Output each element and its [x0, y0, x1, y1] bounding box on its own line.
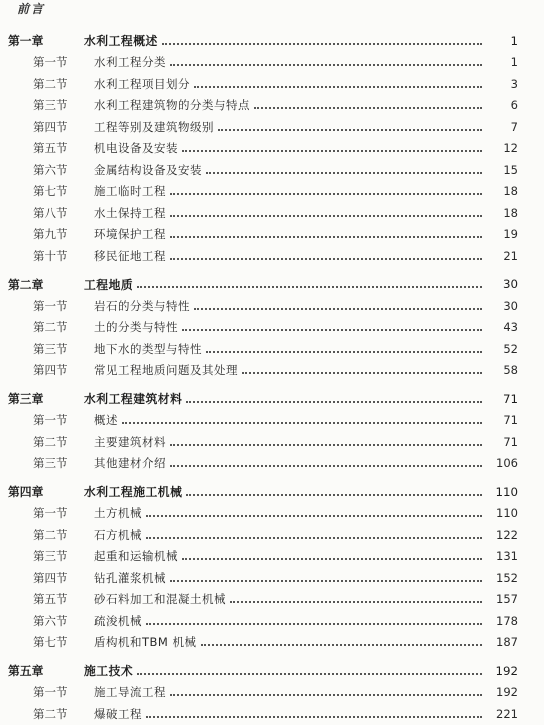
- section-row[interactable]: [0, 317, 544, 339]
- leader-dots: [194, 296, 482, 310]
- section-number: 第四节: [33, 363, 68, 378]
- section-number: 第三节: [33, 456, 68, 471]
- chapter-4: [0, 481, 544, 653]
- page-number: 110: [496, 506, 518, 521]
- page-number: 1: [510, 33, 518, 48]
- leader-dots: [201, 632, 483, 646]
- leader-dots: [146, 525, 482, 539]
- section-number: 第四节: [33, 570, 68, 585]
- section-title: 起重和运输机械: [94, 549, 178, 564]
- page-number: 12: [503, 141, 518, 156]
- page-number: 131: [496, 549, 518, 564]
- leader-dots: [170, 246, 482, 260]
- section-title: 钻孔灌浆机械: [94, 570, 166, 585]
- section-row[interactable]: [0, 245, 544, 267]
- chapter-gap: [0, 381, 544, 388]
- leader-dots: [137, 661, 482, 675]
- section-number: 第十节: [33, 248, 68, 263]
- chapter-row[interactable]: [0, 388, 544, 410]
- preface-heading: 前言: [17, 2, 46, 16]
- section-row[interactable]: [0, 116, 544, 138]
- leader-dots: [170, 224, 482, 238]
- section-row[interactable]: [0, 546, 544, 568]
- leader-dots: [254, 95, 482, 109]
- table-of-contents: [0, 30, 544, 725]
- section-row[interactable]: [0, 181, 544, 203]
- section-title: 环境保护工程: [94, 227, 166, 242]
- section-number: 第一节: [33, 506, 68, 521]
- leader-dots: [137, 274, 482, 288]
- chapter-title: 工程地质: [84, 277, 134, 292]
- section-title: 石方机械: [94, 527, 142, 542]
- section-title: 水利工程建筑物的分类与特点: [94, 98, 250, 113]
- section-title: 其他建材介绍: [94, 456, 166, 471]
- section-number: 第七节: [33, 184, 68, 199]
- section-row[interactable]: [0, 632, 544, 654]
- section-title: 疏浚机械: [94, 613, 142, 628]
- section-title: 水利工程分类: [94, 55, 166, 70]
- chapter-title: 水利工程施工机械: [84, 485, 183, 500]
- page-number: 122: [496, 527, 518, 542]
- section-title: 土的分类与特性: [94, 320, 178, 335]
- section-number: 第六节: [33, 162, 68, 177]
- page-number: 30: [503, 298, 518, 313]
- section-row[interactable]: [0, 431, 544, 453]
- leader-dots: [162, 31, 482, 45]
- page-number: 58: [503, 363, 518, 378]
- section-list: [0, 682, 544, 725]
- chapter-1: [0, 30, 544, 267]
- page-number: 110: [495, 484, 518, 499]
- section-number: 第九节: [33, 227, 68, 242]
- section-title: 岩石的分类与特性: [94, 298, 190, 313]
- section-title: 施工临时工程: [94, 184, 166, 199]
- leader-dots: [182, 546, 482, 560]
- section-number: 第三节: [33, 549, 68, 564]
- page-number: 192: [495, 663, 518, 678]
- page-number: 192: [496, 685, 518, 700]
- section-number: 第二节: [33, 434, 68, 449]
- leader-dots: [122, 410, 482, 424]
- page-number: 1: [510, 55, 518, 70]
- chapter-number: 第四章: [8, 485, 44, 500]
- section-row[interactable]: [0, 503, 544, 525]
- section-row[interactable]: [0, 589, 544, 611]
- section-list: [0, 295, 544, 381]
- section-number: 第二节: [33, 527, 68, 542]
- section-row[interactable]: [0, 610, 544, 632]
- section-row[interactable]: [0, 52, 544, 74]
- page-number: 19: [503, 227, 518, 242]
- section-title: 概述: [94, 413, 118, 428]
- section-row[interactable]: [0, 567, 544, 589]
- leader-dots: [146, 704, 482, 718]
- section-number: 第五节: [33, 141, 68, 156]
- page-number: 152: [496, 570, 518, 585]
- leader-dots: [194, 74, 482, 88]
- page-number: 221: [496, 706, 518, 721]
- leader-dots: [206, 160, 482, 174]
- chapter-title: 水利工程建筑材料: [84, 392, 183, 407]
- section-row[interactable]: [0, 524, 544, 546]
- page-number: 6: [510, 98, 518, 113]
- section-title: 金属结构设备及安装: [94, 162, 202, 177]
- section-row[interactable]: [0, 338, 544, 360]
- section-row[interactable]: [0, 295, 544, 317]
- section-title: 工程等别及建筑物级别: [94, 119, 214, 134]
- chapter-gap: [0, 653, 544, 660]
- page-number: 18: [503, 184, 518, 199]
- section-number: 第三节: [33, 98, 68, 113]
- leader-dots: [230, 589, 482, 603]
- section-title: 土方机械: [94, 506, 142, 521]
- leader-dots: [170, 432, 482, 446]
- page-number: 106: [496, 456, 518, 471]
- page-number: 30: [502, 277, 518, 292]
- page-number: 21: [503, 248, 518, 263]
- section-number: 第七节: [33, 635, 68, 650]
- page-number: 71: [503, 413, 518, 428]
- section-row[interactable]: [0, 453, 544, 475]
- chapter-gap: [0, 474, 544, 481]
- section-title: 水土保持工程: [94, 205, 166, 220]
- leader-dots: [170, 203, 482, 217]
- section-number: 第四节: [33, 119, 68, 134]
- section-number: 第八节: [33, 205, 68, 220]
- leader-dots: [146, 611, 482, 625]
- section-number: 第一节: [33, 413, 68, 428]
- section-title: 地下水的类型与特性: [94, 341, 202, 356]
- leader-dots: [182, 317, 482, 331]
- chapter-2: [0, 274, 544, 382]
- page-number: 187: [496, 635, 518, 650]
- leader-dots: [186, 389, 482, 403]
- section-number: 第六节: [33, 613, 68, 628]
- section-title: 盾构机和TBM 机械: [94, 635, 197, 650]
- chapter-number: 第一章: [8, 34, 44, 49]
- section-title: 水利工程项目划分: [94, 76, 190, 91]
- chapter-number: 第三章: [8, 392, 44, 407]
- chapter-row[interactable]: [0, 660, 544, 682]
- chapter-row[interactable]: [0, 30, 544, 52]
- section-row[interactable]: [0, 95, 544, 117]
- section-number: 第一节: [33, 685, 68, 700]
- section-row[interactable]: [0, 159, 544, 181]
- chapter-5: [0, 660, 544, 725]
- page-number: 3: [510, 76, 518, 91]
- section-title: 爆破工程: [94, 706, 142, 721]
- page-number: 18: [503, 205, 518, 220]
- leader-dots: [170, 181, 482, 195]
- section-title: 砂石料加工和混凝土机械: [94, 592, 226, 607]
- section-number: 第三节: [33, 341, 68, 356]
- section-number: 第一节: [33, 298, 68, 313]
- section-row[interactable]: [0, 360, 544, 382]
- section-title: 常见工程地质问题及其处理: [94, 363, 238, 378]
- chapter-row[interactable]: [0, 481, 544, 503]
- section-row[interactable]: [0, 703, 544, 725]
- leader-dots: [218, 117, 482, 131]
- page-number: 7: [510, 119, 518, 134]
- section-title: 移民征地工程: [94, 248, 166, 263]
- chapter-3: [0, 388, 544, 474]
- section-title: 施工导流工程: [94, 685, 166, 700]
- chapter-row[interactable]: [0, 274, 544, 296]
- leader-dots: [206, 339, 482, 353]
- page-number: 52: [503, 341, 518, 356]
- leader-dots: [170, 682, 482, 696]
- chapter-gap: [0, 267, 544, 274]
- section-list: [0, 503, 544, 654]
- section-number: 第五节: [33, 592, 68, 607]
- chapter-number: 第五章: [8, 664, 44, 679]
- page-number: 71: [502, 391, 518, 406]
- page-number: 71: [503, 434, 518, 449]
- section-row[interactable]: [0, 682, 544, 704]
- section-list: [0, 410, 544, 475]
- section-row[interactable]: [0, 138, 544, 160]
- leader-dots: [242, 360, 482, 374]
- section-row[interactable]: [0, 73, 544, 95]
- chapter-number: 第二章: [8, 277, 44, 292]
- section-title: 主要建筑材料: [94, 434, 166, 449]
- page-number: 178: [496, 613, 518, 628]
- section-list: [0, 52, 544, 267]
- section-row[interactable]: [0, 410, 544, 432]
- section-title: 机电设备及安装: [94, 141, 178, 156]
- leader-dots: [182, 138, 482, 152]
- page-number: 15: [503, 162, 518, 177]
- leader-dots: [146, 503, 482, 517]
- leader-dots: [170, 52, 482, 66]
- leader-dots: [170, 453, 482, 467]
- section-row[interactable]: [0, 202, 544, 224]
- section-number: 第二节: [33, 76, 68, 91]
- section-number: 第一节: [33, 55, 68, 70]
- leader-dots: [170, 568, 482, 582]
- section-number: 第二节: [33, 320, 68, 335]
- chapter-title: 水利工程概述: [84, 34, 158, 49]
- section-row[interactable]: [0, 224, 544, 246]
- section-number: 第二节: [33, 706, 68, 721]
- page-number: 157: [496, 592, 518, 607]
- leader-dots: [186, 482, 482, 496]
- chapter-title: 施工技术: [84, 664, 134, 679]
- page-number: 43: [503, 320, 518, 335]
